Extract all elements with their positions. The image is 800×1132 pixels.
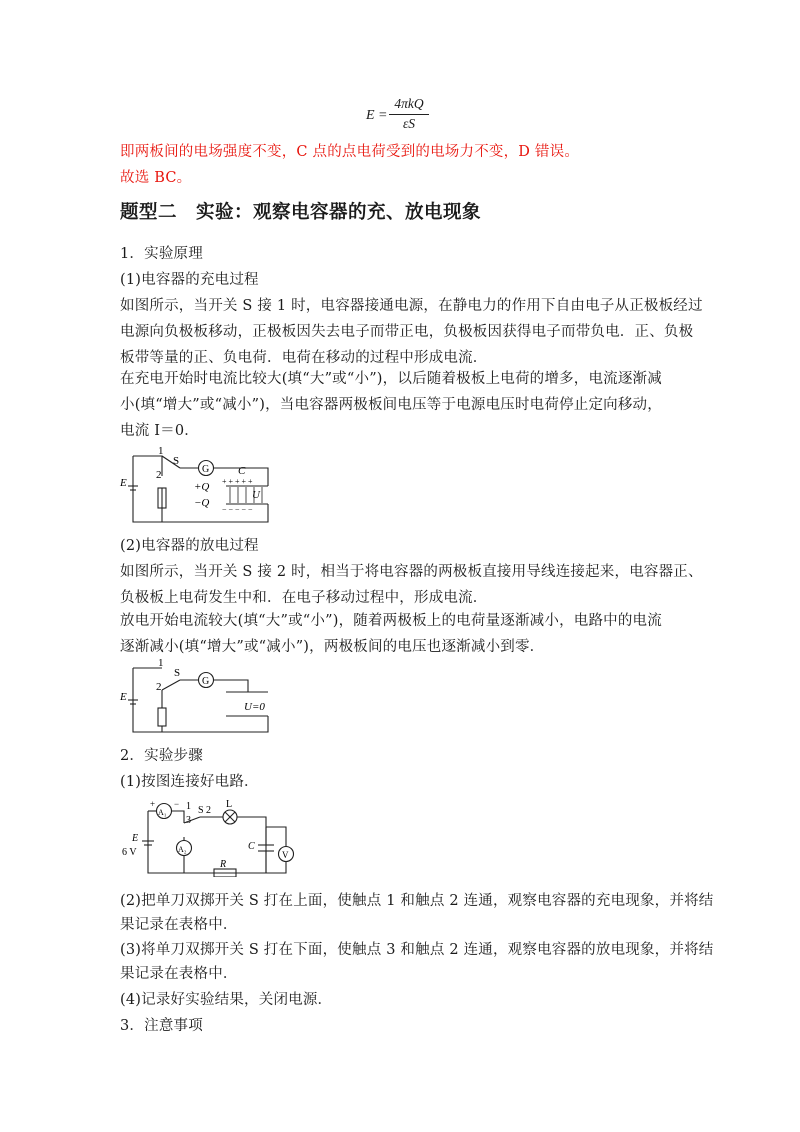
d3-lamp-label: L bbox=[226, 799, 233, 810]
discharging-p1-line-1: 如图所示，当开关 S 接 2 时，相当于将电容器的两极板直接用导线连接起来，电容器正、 bbox=[120, 564, 703, 580]
step-3-line-2: 果记录在表格中． bbox=[120, 966, 238, 982]
d3-switch-label: S 2 bbox=[198, 805, 212, 816]
d1-node-1: 1 bbox=[158, 446, 164, 457]
d1-plus-signs: + + + + + bbox=[222, 477, 253, 486]
d1-minus-signs: − − − − − bbox=[222, 505, 253, 514]
fraction-bar bbox=[389, 114, 429, 115]
d3-voltmeter-label: V bbox=[282, 850, 289, 860]
discharging-circuit-diagram bbox=[118, 656, 278, 738]
charging-circuit-diagram bbox=[118, 446, 278, 528]
section-3-title: 3．注意事项 bbox=[120, 1018, 203, 1034]
d3-node-3: 3 bbox=[186, 815, 191, 826]
d3-capacitor-label: C bbox=[248, 841, 255, 852]
formula-denominator: εS bbox=[402, 116, 416, 131]
d3-resistor-label: R bbox=[220, 859, 227, 870]
formula-fraction bbox=[389, 96, 429, 132]
d2-u-zero-label: U=0 bbox=[244, 701, 265, 713]
d3-e-label: E bbox=[132, 833, 139, 844]
discharging-p1-line-2: 负极板上电荷发生中和．在电子移动过程中，形成电流． bbox=[120, 590, 488, 606]
formula-lhs: E = bbox=[366, 108, 388, 123]
answer-line-1: 即两板间的电场强度不变，C 点的点电荷受到的电场力不变，D 错误。 bbox=[120, 144, 580, 160]
d3-plus-sign: + bbox=[150, 799, 156, 809]
experiment-circuit-diagram bbox=[118, 797, 304, 877]
d1-capacitor-label: C bbox=[238, 465, 246, 477]
step-1: (1)按图连接好电路． bbox=[120, 774, 259, 790]
charging-p2-line-3: 电流 I＝0． bbox=[120, 423, 199, 439]
step-4: (4)记录好实验结果，关闭电源． bbox=[120, 992, 333, 1008]
answer-line-2: 故选 BC。 bbox=[120, 170, 192, 186]
d2-node-2: 2 bbox=[156, 681, 162, 693]
d1-switch-label: S bbox=[173, 455, 180, 467]
charging-p2-line-2: 小(填“增大”或“减小”)，当电容器两极板间电压等于电源电压时电荷停止定向移动， bbox=[120, 397, 662, 413]
d3-a1-label: A₁ bbox=[158, 808, 167, 817]
d1-minus-q-label: −Q bbox=[194, 497, 210, 509]
charging-p1-line-2: 电源向负极板移动，正极板因失去电子而带正电，负极板因获得电子而带负电．正、负极 bbox=[120, 324, 694, 340]
d2-e-label: E bbox=[120, 691, 127, 703]
d1-galvanometer-label: G bbox=[202, 464, 210, 475]
charging-p1-line-1: 如图所示，当开关 S 接 1 时，电容器接通电源，在静电力的作用下自由电子从正极板经过 bbox=[120, 298, 703, 314]
discharging-p2-line-2: 逐渐减小(填“增大”或“减小”)，两极板间的电压也逐渐减小到零． bbox=[120, 639, 545, 655]
d1-plus-q-label: +Q bbox=[194, 481, 210, 493]
d3-node-1: 1 bbox=[186, 801, 191, 812]
charging-p1-line-3: 板带等量的正、负电荷．电荷在移动的过程中形成电流． bbox=[120, 350, 488, 366]
step-2-line-1: (2)把单刀双掷开关 S 打在上面，使触点 1 和触点 2 连通，观察电容器的充电现象，并将结 bbox=[120, 893, 714, 909]
charging-title: (1)电容器的充电过程 bbox=[120, 272, 259, 288]
d3-a2-label: A₂ bbox=[178, 845, 187, 854]
d1-e-label: E bbox=[120, 477, 127, 489]
step-3-line-1: (3)将单刀双掷开关 S 打在下面，使触点 3 和触点 2 连通，观察电容器的放电现象，并将结 bbox=[120, 942, 714, 958]
section-2-title: 2．实验步骤 bbox=[120, 748, 203, 764]
charging-p2-line-1: 在充电开始时电流比较大(填“大”或“小”)，以后随着极板上电荷的增多，电流逐渐减 bbox=[120, 371, 662, 387]
d3-voltage-label: 6 V bbox=[122, 847, 137, 858]
d2-galvanometer-label: G bbox=[202, 676, 210, 687]
formula-numerator: 4πkQ bbox=[394, 96, 424, 111]
d2-node-1: 1 bbox=[158, 657, 164, 669]
section-1-title: 1．实验原理 bbox=[120, 246, 203, 262]
d1-node-2: 2 bbox=[156, 469, 162, 481]
discharging-title: (2)电容器的放电过程 bbox=[120, 538, 259, 554]
section-heading: 题型二 实验：观察电容器的充、放电现象 bbox=[120, 202, 482, 223]
step-2-line-2: 果记录在表格中． bbox=[120, 917, 238, 933]
d3-minus-sign: − bbox=[174, 799, 180, 809]
discharging-p2-line-1: 放电开始电流较大(填“大”或“小”)，随着两极板上的电荷量逐渐减小，电路中的电流 bbox=[120, 613, 662, 629]
d2-switch-label: S bbox=[174, 667, 181, 679]
d1-u-label: U bbox=[252, 489, 260, 501]
